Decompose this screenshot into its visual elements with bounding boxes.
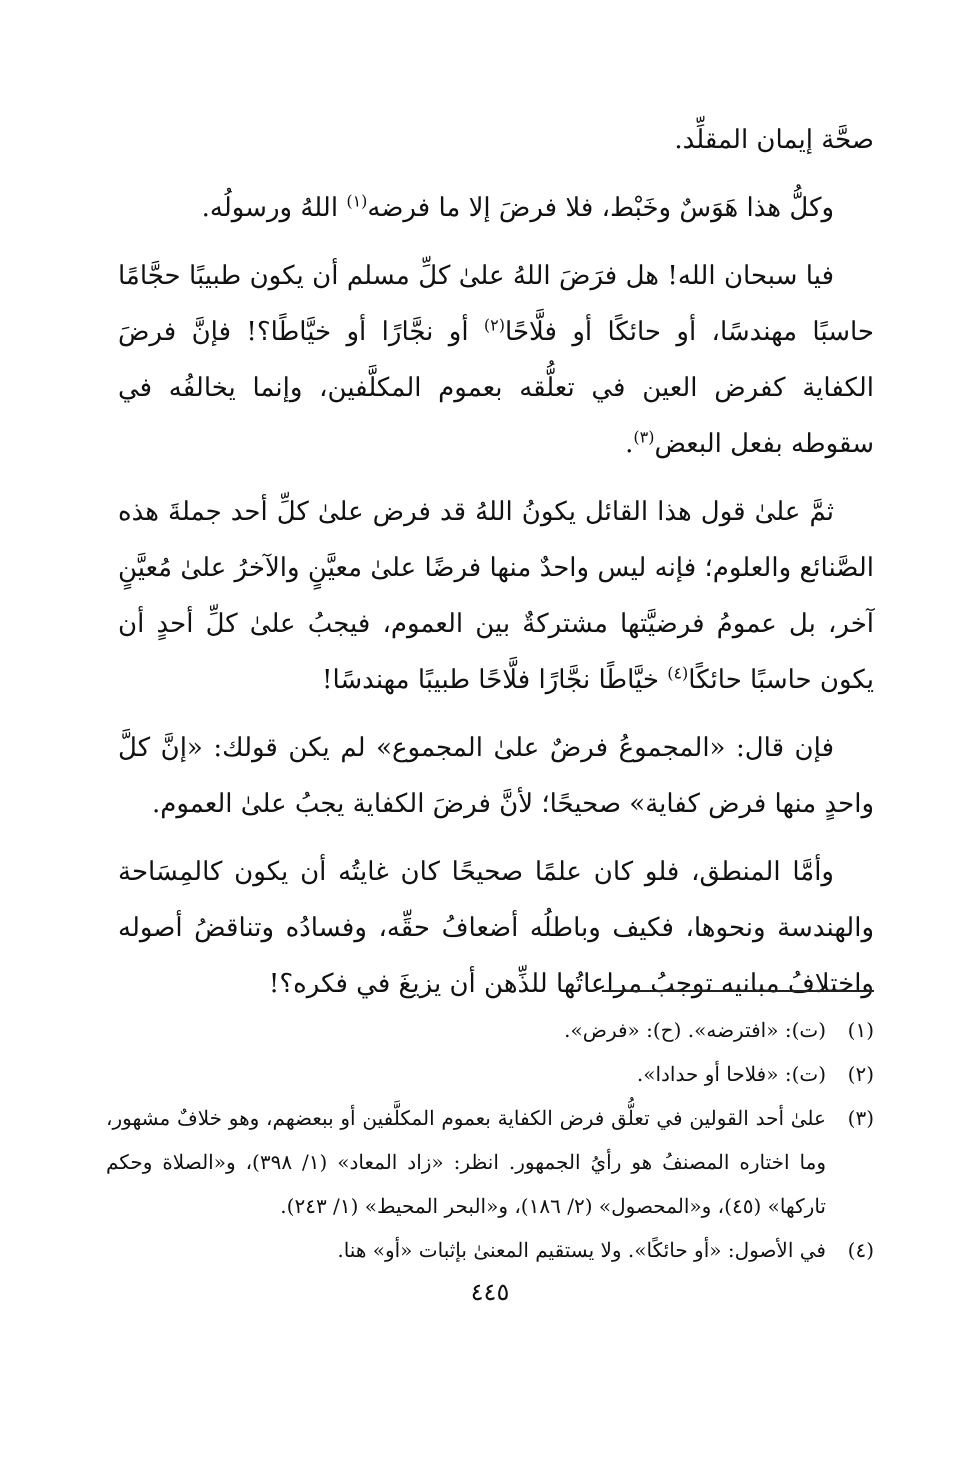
footnote-ref: (١) <box>346 191 368 211</box>
page-number: ٤٤٥ <box>470 1278 510 1306</box>
paragraph <box>118 844 874 1012</box>
footnote-ref: (٣) <box>633 427 655 447</box>
text-segment: وأمَّا المنطق، فلو كان علمًا صحيحًا كان غايتُه أن يكون كالمِسَاحة والهندسة ونحوها، فكيف وباطلُه أضعافُ حقِّه، وفسادُه وتناقضُ أصوله واختلافُ مبانيه توجبُ مراعاتُها للذِّهن أن يزيغَ في فكره؟! <box>118 857 874 999</box>
footnote-ref: (٢) <box>483 315 506 335</box>
footnote <box>106 1096 874 1228</box>
footnote-number: (٣) <box>847 1106 874 1130</box>
paragraph <box>118 112 874 168</box>
paragraph <box>118 484 874 708</box>
text-segment: . <box>625 429 634 459</box>
footnote <box>106 1052 874 1096</box>
footnote-text: في الأصول: «أو حائكًا». ولا يستقيم المعنىٰ بإثبات «أو» هنا. <box>337 1238 826 1262</box>
footnote-ref: (٤) <box>667 663 689 683</box>
footnote-text: (ت): «افترضه». (ح): «فرض». <box>564 1018 826 1042</box>
footnote-text: علىٰ أحد القولين في تعلُّق فرض الكفاية بعموم المكلَّفين أو ببعضهم، وهو خلافٌ مشهور، وما اختاره المصنفُ هو رأيُ الجمهور. انظر: «زاد المعاد» (١/ ٣٩٨)، و«الصلاة وحكم تاركها» (٤٥)، و«المحصول» (٢/ ١٨٦)، و«البحر المحيط» (١/ ٢٤٣). <box>106 1106 826 1218</box>
paragraph <box>118 248 874 472</box>
main-text <box>118 112 874 1012</box>
footnote-number: (٤) <box>847 1238 874 1262</box>
text-segment: فإن قال: «المجموعُ فرضٌ علىٰ المجموع» لم يكن قولك: «إنَّ كلَّ واحدٍ منها فرض كفاية» صحيحًا؛ لأنَّ فرضَ الكفاية يجبُ علىٰ العموم. <box>118 733 874 819</box>
footnote-number: (٢) <box>847 1062 874 1086</box>
text-segment: وكلُّ هذا هَوَسٌ وخَبْط، فلا فرضَ إلا ما فرضه <box>367 193 834 223</box>
footnote <box>106 1228 874 1272</box>
text-segment: اللهُ ورسولُه. <box>201 193 347 223</box>
text-segment: صحَّة إيمان المقلِّد. <box>674 125 874 155</box>
text-segment: فيا سبحان الله! هل فرَضَ اللهُ علىٰ كلِّ مسلم أن يكون طبيبًا حجَّامًا حاسبًا مهندسًا، أو حائكًا أو فلَّاحًا <box>118 261 874 347</box>
text-segment: ثمَّ علىٰ قول هذا القائل يكونُ اللهُ قد فرض علىٰ كلِّ أحد جملةَ هذه الصَّنائع والعلوم؛ فإنه ليس واحدٌ منها فرضًا علىٰ معيَّنٍ والآخرُ علىٰ مُعيَّنٍ آخر، بل عمومُ فرضيَّتها مشتركةٌ بين العموم، فيجبُ علىٰ كلِّ أحدٍ أن يكون حاسبًا حائكًا <box>118 497 874 695</box>
footnote-text: (ت): «فلاحا أو حدادا». <box>636 1062 826 1086</box>
footnotes <box>106 1008 874 1272</box>
paragraph <box>118 720 874 832</box>
paragraph <box>118 180 874 236</box>
footnote-number: (١) <box>847 1018 874 1042</box>
footnote-separator <box>602 990 874 992</box>
footnote <box>106 1008 874 1052</box>
text-segment: أو نجَّارًا أو خيَّاطًا؟! فإنَّ فرضَ الكفاية كفرض العين في تعلُّقه بعموم المكلَّفين، وإنما يخالفُه في سقوطه بفعل البعض <box>118 317 874 459</box>
text-segment: خيَّاطًا نجَّارًا فلَّاحًا طبيبًا مهندسًا! <box>322 665 668 695</box>
